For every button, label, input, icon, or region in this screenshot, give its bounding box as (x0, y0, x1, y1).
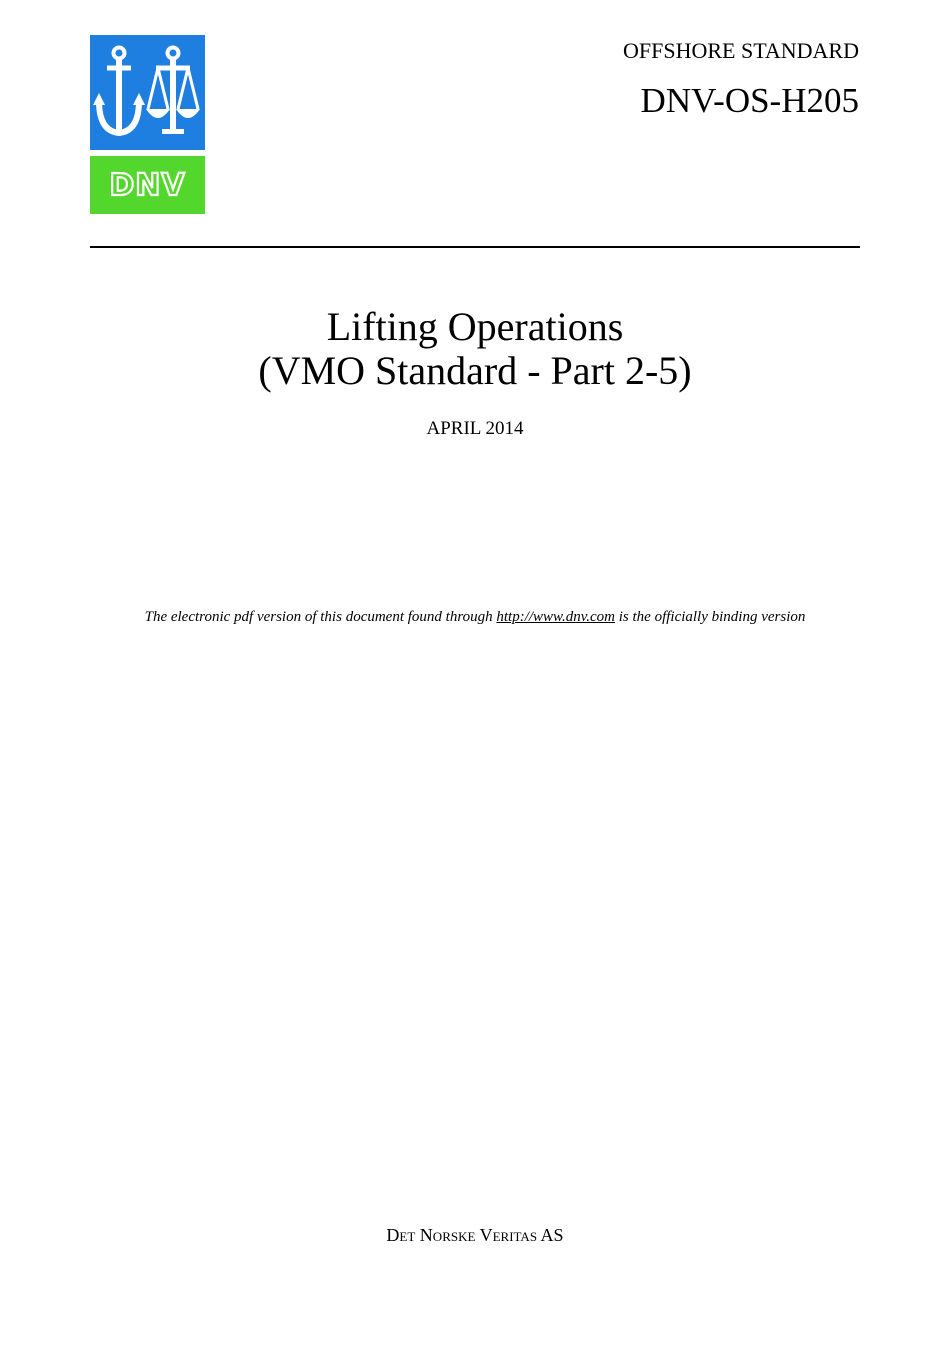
dnv-website-link[interactable]: http://www.dnv.com (496, 609, 615, 625)
emblem-svg (90, 35, 205, 150)
binding-version-notice (90, 607, 860, 627)
scales-icon (146, 48, 200, 135)
document-title (90, 305, 860, 393)
publisher-name: Det Norske Veritas AS (386, 1225, 564, 1245)
header-divider (90, 246, 860, 248)
wordmark-svg (90, 156, 205, 214)
dnv-logo-wordmark (90, 156, 205, 214)
wordmark-text: DNV (109, 168, 186, 203)
title-line-1: Lifting Operations (326, 304, 624, 349)
document-type-label: OFFSHORE STANDARD (622, 38, 859, 63)
notice-text-after: is the officially binding version (614, 609, 806, 625)
title-line-2: (VMO Standard - Part 2-5) (258, 348, 692, 393)
document-code: DNV-OS-H205 (640, 81, 859, 120)
notice-text-before: The electronic pdf version of this document found through (144, 609, 497, 625)
publication-date: APRIL 2014 (426, 418, 524, 439)
dnv-logo-emblem (90, 35, 205, 150)
anchor-icon (93, 48, 145, 134)
